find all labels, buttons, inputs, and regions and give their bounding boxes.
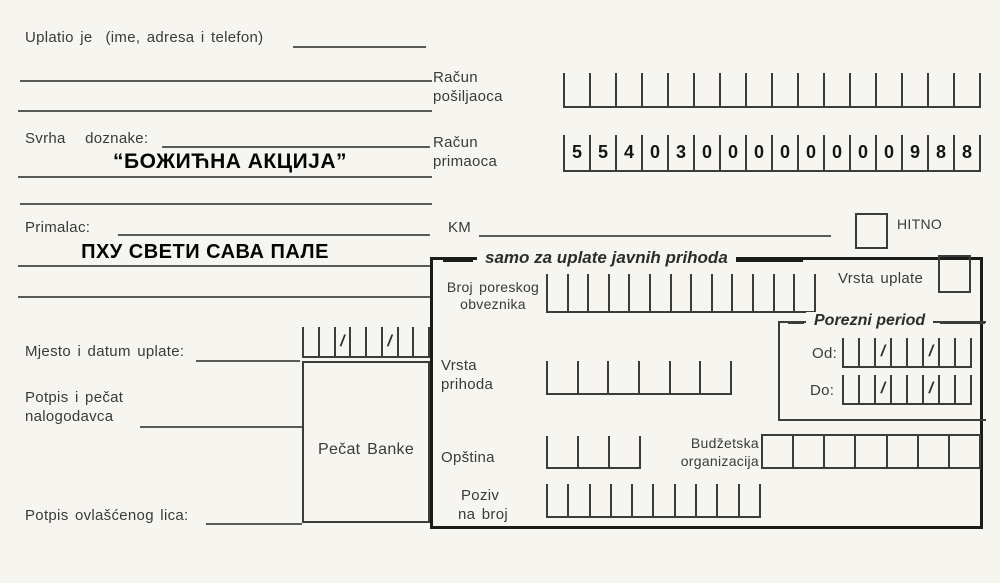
comb-cell: 0 bbox=[825, 135, 851, 170]
comb-cell bbox=[548, 274, 569, 311]
comb-cell bbox=[640, 361, 671, 393]
budget-org-label: Budžetska bbox=[690, 435, 759, 451]
comb-cell: 0 bbox=[747, 135, 773, 170]
recipient-input-line-3[interactable] bbox=[18, 296, 432, 298]
comb-cell: 0 bbox=[877, 135, 903, 170]
comb-cell bbox=[633, 484, 654, 516]
comb-cell: 9 bbox=[903, 135, 929, 170]
public-revenues-title: samo za uplate javnih prihoda bbox=[477, 248, 736, 268]
recipient-account-label-2: primaoca bbox=[433, 153, 498, 170]
comb-cell bbox=[569, 274, 590, 311]
comb-cell bbox=[908, 375, 924, 403]
comb-cell bbox=[304, 327, 320, 356]
date-separator-cell: / bbox=[876, 338, 892, 366]
purpose-input-line[interactable] bbox=[162, 146, 430, 148]
urgent-label: HITNO bbox=[897, 216, 943, 232]
comb-cell bbox=[825, 73, 851, 106]
comb-cell bbox=[955, 73, 979, 106]
comb-cell bbox=[695, 73, 721, 106]
purpose-label: Svrha doznake: bbox=[25, 130, 149, 147]
recipient-account-label: Račun bbox=[433, 134, 478, 151]
comb-cell bbox=[851, 73, 877, 106]
comb-cell bbox=[697, 484, 718, 516]
comb-cell bbox=[612, 484, 633, 516]
recipient-label: Primalac: bbox=[25, 219, 91, 236]
comb-cell bbox=[617, 73, 643, 106]
public-revenues-section bbox=[430, 248, 983, 529]
comb-cell bbox=[630, 274, 651, 311]
comb-cell bbox=[609, 361, 640, 393]
purpose-input-line-2[interactable] bbox=[18, 176, 432, 178]
comb-cell bbox=[903, 73, 929, 106]
comb-cell bbox=[669, 73, 695, 106]
authorized-signature-label: Potpis ovlašćenog lica: bbox=[25, 507, 189, 524]
reference-label: Poziv bbox=[461, 487, 500, 504]
comb-cell bbox=[589, 274, 610, 311]
comb-cell: 0 bbox=[773, 135, 799, 170]
tax-id-label-2: obveznika bbox=[460, 296, 526, 312]
payer-input-line-2[interactable] bbox=[20, 80, 432, 82]
comb-cell: 0 bbox=[695, 135, 721, 170]
comb-cell: 5 bbox=[591, 135, 617, 170]
payment-type-box[interactable] bbox=[938, 255, 971, 293]
authorized-signature-line[interactable] bbox=[206, 523, 302, 525]
period-dash-right bbox=[940, 321, 985, 324]
budget-org-field[interactable] bbox=[761, 434, 981, 469]
date-separator-cell: / bbox=[924, 338, 940, 366]
comb-cell: 8 bbox=[929, 135, 955, 170]
revenue-type-field[interactable] bbox=[546, 361, 732, 395]
comb-cell bbox=[591, 484, 612, 516]
municipality-label: Opština bbox=[441, 449, 495, 466]
period-to-field[interactable] bbox=[842, 375, 972, 405]
payer-input-line-3[interactable] bbox=[18, 110, 432, 112]
comb-cell bbox=[579, 436, 610, 467]
comb-cell bbox=[399, 327, 415, 356]
comb-cell bbox=[860, 338, 876, 366]
comb-cell bbox=[654, 484, 675, 516]
comb-cell bbox=[733, 274, 754, 311]
comb-cell bbox=[718, 484, 739, 516]
comb-cell bbox=[956, 375, 970, 403]
comb-cell bbox=[351, 327, 367, 356]
comb-cell: 4 bbox=[617, 135, 643, 170]
comb-cell bbox=[892, 375, 908, 403]
sender-account-label-2: pošiljaoca bbox=[433, 88, 503, 105]
place-date-label: Mjesto i datum uplate: bbox=[25, 343, 185, 360]
tax-id-label: Broj poreskog bbox=[446, 279, 540, 295]
comb-cell bbox=[877, 73, 903, 106]
comb-cell bbox=[548, 361, 579, 393]
budget-org-label-2: organizacija bbox=[680, 453, 759, 469]
amount-input-line[interactable] bbox=[479, 235, 831, 237]
title-dash-right bbox=[733, 258, 803, 262]
revenue-type-label: Vrsta bbox=[441, 357, 477, 374]
payer-signature-label-2: nalogodavca bbox=[25, 408, 114, 425]
comb-cell: 0 bbox=[851, 135, 877, 170]
comb-cell bbox=[548, 436, 579, 467]
sender-account-label: Račun bbox=[433, 69, 478, 86]
comb-cell bbox=[721, 73, 747, 106]
date-separator-cell: / bbox=[383, 327, 399, 356]
payer-label: Uplatio je (ime, adresa i telefon) bbox=[25, 29, 264, 46]
recipient-account-field[interactable] bbox=[563, 135, 981, 172]
comb-cell bbox=[754, 274, 775, 311]
tax-id-field[interactable] bbox=[546, 274, 816, 313]
comb-cell: 8 bbox=[961, 142, 972, 162]
comb-cell bbox=[825, 436, 856, 467]
comb-cell bbox=[950, 436, 979, 467]
recipient-input-line[interactable] bbox=[118, 234, 430, 236]
comb-cell bbox=[856, 436, 887, 467]
comb-cell bbox=[844, 338, 860, 366]
comb-cell bbox=[773, 73, 799, 106]
payment-type-label: Vrsta uplate bbox=[838, 270, 924, 287]
payer-signature-label: Potpis i pečat bbox=[25, 389, 124, 406]
comb-cell bbox=[610, 436, 639, 467]
title-dash-left bbox=[443, 258, 473, 262]
amount-label: KM bbox=[448, 219, 472, 236]
date-separator-cell: / bbox=[876, 375, 892, 403]
comb-cell: 0 bbox=[643, 135, 669, 170]
comb-cell bbox=[548, 484, 569, 516]
comb-cell bbox=[929, 73, 955, 106]
bank-seal-label: Pečat Banke bbox=[318, 441, 415, 458]
comb-cell bbox=[795, 274, 814, 311]
payer-input-line[interactable] bbox=[293, 46, 426, 48]
place-date-input-line[interactable] bbox=[196, 360, 300, 362]
tax-period-title: Porezni period bbox=[806, 312, 933, 330]
period-dash-left bbox=[788, 321, 804, 324]
recipient-value: ПХУ СВЕТИ САВА ПАЛЕ bbox=[81, 241, 329, 263]
comb-cell bbox=[775, 274, 796, 311]
payer-signature-line[interactable] bbox=[140, 426, 302, 428]
comb-cell bbox=[671, 361, 702, 393]
comb-cell bbox=[591, 73, 617, 106]
reference-label-2: na broj bbox=[458, 506, 508, 523]
comb-cell bbox=[763, 436, 794, 467]
bank-seal-box bbox=[302, 361, 430, 523]
revenue-type-label-2: prihoda bbox=[441, 376, 494, 393]
comb-cell bbox=[367, 327, 383, 356]
place-date-field[interactable] bbox=[302, 327, 430, 358]
reference-number-field[interactable] bbox=[546, 484, 761, 518]
municipality-field[interactable] bbox=[546, 436, 641, 469]
comb-cell bbox=[799, 73, 825, 106]
comb-cell bbox=[940, 338, 956, 366]
comb-cell bbox=[747, 73, 773, 106]
comb-cell bbox=[414, 327, 428, 356]
purpose-input-line-3[interactable] bbox=[20, 203, 432, 205]
comb-cell: 3 bbox=[669, 135, 695, 170]
period-from-field[interactable] bbox=[842, 338, 972, 368]
comb-cell bbox=[919, 436, 950, 467]
comb-cell bbox=[908, 338, 924, 366]
comb-cell bbox=[892, 338, 908, 366]
comb-cell bbox=[565, 73, 591, 106]
recipient-input-line-2[interactable] bbox=[18, 265, 432, 267]
comb-cell: 5 bbox=[565, 135, 591, 170]
comb-cell bbox=[643, 73, 669, 106]
urgent-checkbox[interactable] bbox=[855, 213, 888, 249]
comb-cell: 0 bbox=[721, 135, 747, 170]
comb-cell bbox=[701, 361, 730, 393]
comb-cell bbox=[888, 436, 919, 467]
comb-cell bbox=[844, 375, 860, 403]
period-from-label: Od: bbox=[812, 345, 838, 362]
comb-cell bbox=[794, 436, 825, 467]
comb-cell bbox=[740, 484, 759, 516]
date-separator-cell: / bbox=[924, 375, 940, 403]
period-to-label: Do: bbox=[810, 382, 835, 399]
date-separator-cell: / bbox=[336, 327, 352, 356]
comb-cell bbox=[579, 361, 610, 393]
purpose-value: “БОЖИЋНА АКЦИЈА” bbox=[112, 150, 348, 173]
comb-cell bbox=[320, 327, 336, 356]
tax-period-box bbox=[778, 312, 986, 421]
comb-cell bbox=[676, 484, 697, 516]
comb-cell bbox=[692, 274, 713, 311]
sender-account-field[interactable] bbox=[563, 73, 981, 108]
comb-cell bbox=[860, 375, 876, 403]
comb-cell bbox=[610, 274, 631, 311]
comb-cell bbox=[651, 274, 672, 311]
comb-cell bbox=[672, 274, 693, 311]
comb-cell: 0 bbox=[799, 135, 825, 170]
comb-cell bbox=[956, 338, 970, 366]
comb-cell bbox=[569, 484, 590, 516]
comb-cell bbox=[940, 375, 956, 403]
comb-cell bbox=[713, 274, 734, 311]
